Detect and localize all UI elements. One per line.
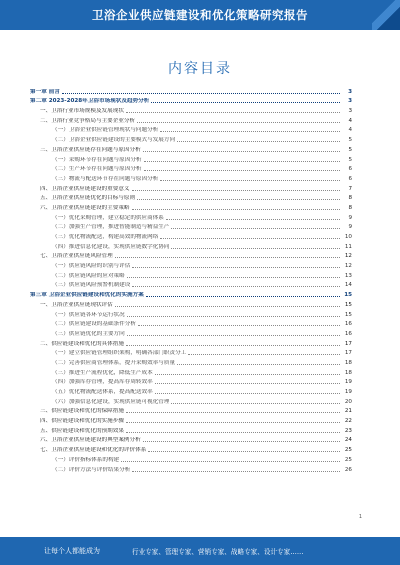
toc-entry[interactable] (30, 270, 352, 280)
toc-leader-dots (166, 218, 340, 220)
toc-entry[interactable] (30, 173, 352, 183)
toc-entry[interactable] (30, 415, 352, 425)
toc-leader-dots (115, 305, 340, 307)
toc-entry[interactable] (30, 357, 352, 367)
toc-entry[interactable] (30, 280, 352, 290)
toc-entry-page: 9 (348, 214, 352, 221)
toc-entry-text: （一）采购环节存在问题与原因分析 (52, 156, 142, 163)
toc-entry-text: 一、卫浴企业供应链现状评估 (40, 301, 113, 308)
toc-entry-page: 15 (344, 311, 352, 318)
toc-entry-text: （三）供应链优化的主要方向 (52, 330, 125, 337)
toc-entry-text: 第二章 2023-2028年卫浴市场现状及趋势分析 (30, 98, 150, 105)
toc-entry[interactable] (30, 183, 352, 193)
toc-leader-dots (132, 266, 340, 268)
toc-leader-dots (155, 373, 340, 375)
toc-entry-page: 9 (348, 224, 352, 231)
toc-entry-text: 三、供应链建设和优化的保障措施 (40, 408, 124, 415)
toc-entry[interactable] (30, 193, 352, 203)
toc-entry-text: 二、卫浴行业竞争格局与主要企业分析 (40, 117, 136, 124)
toc-leader-dots (188, 353, 340, 355)
toc-entry-text: （三）推进生产流程优化，降低生产成本 (52, 369, 153, 376)
toc-entry-page: 25 (344, 456, 352, 463)
toc-entry-text: 第一章 前言 (30, 88, 60, 95)
toc-leader-dots (177, 363, 340, 365)
toc-entry[interactable] (30, 260, 352, 270)
toc-leader-dots (177, 140, 340, 142)
toc-entry[interactable] (30, 115, 352, 125)
toc-entry[interactable] (30, 125, 352, 135)
toc-entry[interactable] (30, 105, 352, 115)
footer-slogan-left: 让每个人都能成为 (44, 547, 100, 555)
toc-leader-dots (126, 431, 340, 433)
toc-leader-dots (160, 179, 340, 181)
toc-leader-dots (126, 411, 340, 413)
toc-entry-page: 19 (344, 379, 352, 386)
toc-entry-page: 3 (348, 98, 352, 105)
toc-entry[interactable] (30, 338, 352, 348)
toc-entry-text: （四）推进信息化建设，实现供应链数字化协同 (52, 243, 170, 250)
toc-entry[interactable] (30, 289, 352, 299)
toc-leader-dots (143, 150, 340, 152)
toc-entry-text: （三）优化物流配送，构建高效的物流网络 (52, 234, 159, 240)
toc-entry-text: （三）物流与配送环节存在问题与原因分析 (52, 175, 159, 182)
toc-entry-text: （二）供应链风险的应对策略 (52, 272, 125, 279)
toc-leader-dots (126, 421, 340, 423)
toc-entry-page: 24 (344, 437, 352, 444)
toc-leader-dots (171, 227, 340, 229)
toc-entry-page: 5 (348, 146, 352, 153)
toc-entry[interactable] (30, 425, 352, 435)
document-title: 内容目录 (168, 61, 232, 77)
toc-entry-page: 21 (344, 408, 352, 415)
toc-leader-dots (132, 189, 340, 191)
toc-entry-page: 17 (344, 340, 352, 347)
toc-entry-text: （二）卫浴企业供应链建设的主要模式与发展方向 (52, 137, 176, 144)
toc-entry-page: 6 (348, 166, 352, 173)
toc-entry-text: （一）供应链风险的识别与评估 (52, 263, 131, 270)
toc-leader-dots (144, 169, 340, 171)
toc-entry[interactable] (30, 377, 352, 387)
toc-entry[interactable] (30, 386, 352, 396)
toc-entry[interactable] (30, 144, 352, 154)
toc-leader-dots (138, 324, 340, 326)
footer-slogan-right: 行业专家、管理专家、营销专家、战略专家、设计专家…… (132, 548, 304, 556)
toc-entry-page: 5 (348, 137, 352, 144)
toc-entry-page: 23 (344, 427, 352, 434)
toc-entry[interactable] (30, 406, 352, 416)
toc-entry-page: 8 (348, 195, 352, 202)
toc-leader-dots (127, 334, 340, 336)
toc-entry-text: （五）优化物流配送体系，提高配送效率 (52, 389, 153, 395)
toc-leader-dots (132, 470, 340, 472)
toc-entry[interactable] (30, 435, 352, 445)
toc-entry[interactable] (30, 231, 352, 241)
toc-leader-dots (144, 160, 340, 162)
toc-entry[interactable] (30, 202, 352, 212)
toc-entry-text: 二、供应链建设和优化的具体措施 (40, 340, 124, 347)
toc-entry-text: （二）供应链建设的基础条件分析 (52, 321, 136, 328)
toc-entry-page: 22 (344, 418, 352, 425)
toc-entry[interactable] (30, 212, 352, 222)
toc-entry-page: 17 (344, 350, 352, 357)
toc-entry-page: 15 (344, 301, 352, 308)
toc-entry-page: 18 (344, 359, 352, 366)
toc-entry-text: 六、卫浴企业供应链建设的主要策略 (40, 204, 130, 211)
header-title: 卫浴企业供应链建设和优化策略研究报告 (92, 8, 308, 22)
toc-entry[interactable] (30, 444, 352, 454)
toc-entry-page: 5 (348, 156, 352, 163)
toc-leader-dots (171, 247, 340, 249)
toc-entry-text: （六）加强信息化建设，实现供应链可视化管理 (52, 398, 170, 405)
toc-entry-page: 16 (344, 330, 352, 337)
toc-entry-page: 19 (344, 389, 352, 395)
toc-leader-dots (121, 460, 340, 462)
toc-entry-text: 五、供应链建设和优化的预期效果 (40, 427, 124, 434)
toc-entry[interactable] (30, 464, 352, 474)
header-decoration (372, 0, 400, 30)
footer-bar (0, 537, 400, 565)
table-of-contents (30, 86, 352, 474)
toc-entry[interactable] (30, 134, 352, 144)
toc-entry[interactable] (30, 319, 352, 329)
toc-entry-text: （一）建立供应链管理组织架构，明确各部门职责分工 (52, 350, 187, 357)
toc-entry[interactable] (30, 222, 352, 232)
toc-entry[interactable] (30, 86, 352, 96)
toc-leader-dots (160, 237, 340, 239)
toc-entry[interactable] (30, 251, 352, 261)
toc-entry-text: （四）加强库存管理，提高库存周转效率 (52, 379, 153, 386)
toc-leader-dots (115, 256, 340, 258)
toc-entry-text: （二）生产环节存在问题与原因分析 (52, 166, 142, 173)
toc-leader-dots (137, 198, 340, 200)
toc-entry-page: 13 (344, 272, 352, 279)
toc-entry[interactable] (30, 328, 352, 338)
toc-entry-page: 25 (344, 447, 352, 454)
toc-entry-page: 6 (348, 175, 352, 182)
toc-entry-text: （一）卫浴企业供应链管理现状与问题分析 (52, 127, 159, 134)
toc-entry-text: （一）评价指标体系的构建 (52, 456, 120, 463)
toc-leader-dots (160, 130, 340, 132)
toc-leader-dots (127, 315, 340, 317)
toc-entry[interactable] (30, 348, 352, 358)
toc-entry-text: （三）供应链风险预警机制建设 (52, 282, 131, 289)
toc-leader-dots (171, 402, 340, 404)
toc-entry-page: 20 (344, 398, 352, 405)
toc-leader-dots (155, 392, 340, 394)
toc-entry-text: 五、卫浴企业供应链优化的目标与原则 (40, 195, 136, 202)
toc-entry[interactable] (30, 299, 352, 309)
toc-leader-dots (132, 208, 340, 210)
toc-entry-text: （二）完善供应商管理体系，提升采购效率与质量 (52, 359, 176, 366)
toc-leader-dots (62, 92, 340, 94)
toc-entry-page: 11 (344, 243, 352, 250)
toc-entry-text: 三、卫浴企业供应链存在问题与原因分析 (40, 146, 141, 153)
toc-leader-dots (126, 344, 340, 346)
toc-leader-dots (143, 440, 340, 442)
toc-entry[interactable] (30, 309, 352, 319)
toc-entry-page: 15 (344, 292, 352, 299)
toc-leader-dots (148, 450, 340, 452)
toc-leader-dots (155, 382, 340, 384)
toc-entry-text: （二）评价方法与评价结果分析 (52, 466, 131, 473)
toc-entry-page: 18 (344, 369, 352, 376)
toc-leader-dots (127, 276, 340, 278)
toc-entry-page: 16 (344, 321, 352, 328)
toc-entry-page: 8 (348, 204, 352, 211)
toc-leader-dots (132, 285, 340, 287)
toc-leader-dots (146, 295, 340, 297)
toc-entry[interactable] (30, 164, 352, 174)
toc-entry-text: 七、卫浴企业供应链建设和优化的评价体系 (40, 447, 147, 454)
toc-entry-page: 12 (344, 263, 352, 270)
toc-entry-page: 10 (344, 234, 352, 240)
toc-entry-text: 七、卫浴企业供应链风险管理 (40, 253, 113, 260)
toc-entry-page: 26 (344, 466, 352, 473)
toc-entry[interactable] (30, 396, 352, 406)
header-bar (0, 0, 400, 30)
toc-entry-text: 四、供应链建设和优化的实施步骤 (40, 418, 124, 425)
toc-entry-page: 7 (348, 185, 352, 192)
toc-entry[interactable] (30, 96, 352, 106)
toc-entry-page: 4 (348, 127, 352, 134)
toc-entry-text: （二）加强生产管理，推进智能制造与精益生产 (52, 224, 170, 231)
toc-entry-page: 3 (348, 108, 352, 115)
toc-entry[interactable] (30, 241, 352, 251)
toc-entry-page: 3 (348, 88, 352, 95)
toc-entry-page: 12 (344, 253, 352, 260)
toc-entry-text: （一）优化采购管理，建立稳定的供应商体系 (52, 214, 164, 221)
toc-entry-page: 4 (348, 117, 352, 124)
toc-entry[interactable] (30, 454, 352, 464)
page-number: 1 (358, 514, 362, 520)
toc-entry-text: 第三章 卫浴企业供应链建设和优化的实施方案 (30, 292, 144, 299)
toc-entry[interactable] (30, 154, 352, 164)
toc-leader-dots (151, 101, 340, 103)
toc-entry-text: （一）供应链各环节运行状况 (52, 311, 125, 318)
toc-entry[interactable] (30, 367, 352, 377)
toc-entry-page: 14 (344, 282, 352, 289)
toc-leader-dots (126, 111, 340, 113)
toc-entry-text: 一、卫浴行业市场规模及发展现状 (40, 108, 124, 115)
toc-leader-dots (137, 121, 340, 123)
toc-entry-text: 四、卫浴企业供应链建设的重要意义 (40, 185, 130, 192)
toc-entry-text: 六、卫浴企业供应链建设的典型案例分析 (40, 437, 141, 444)
